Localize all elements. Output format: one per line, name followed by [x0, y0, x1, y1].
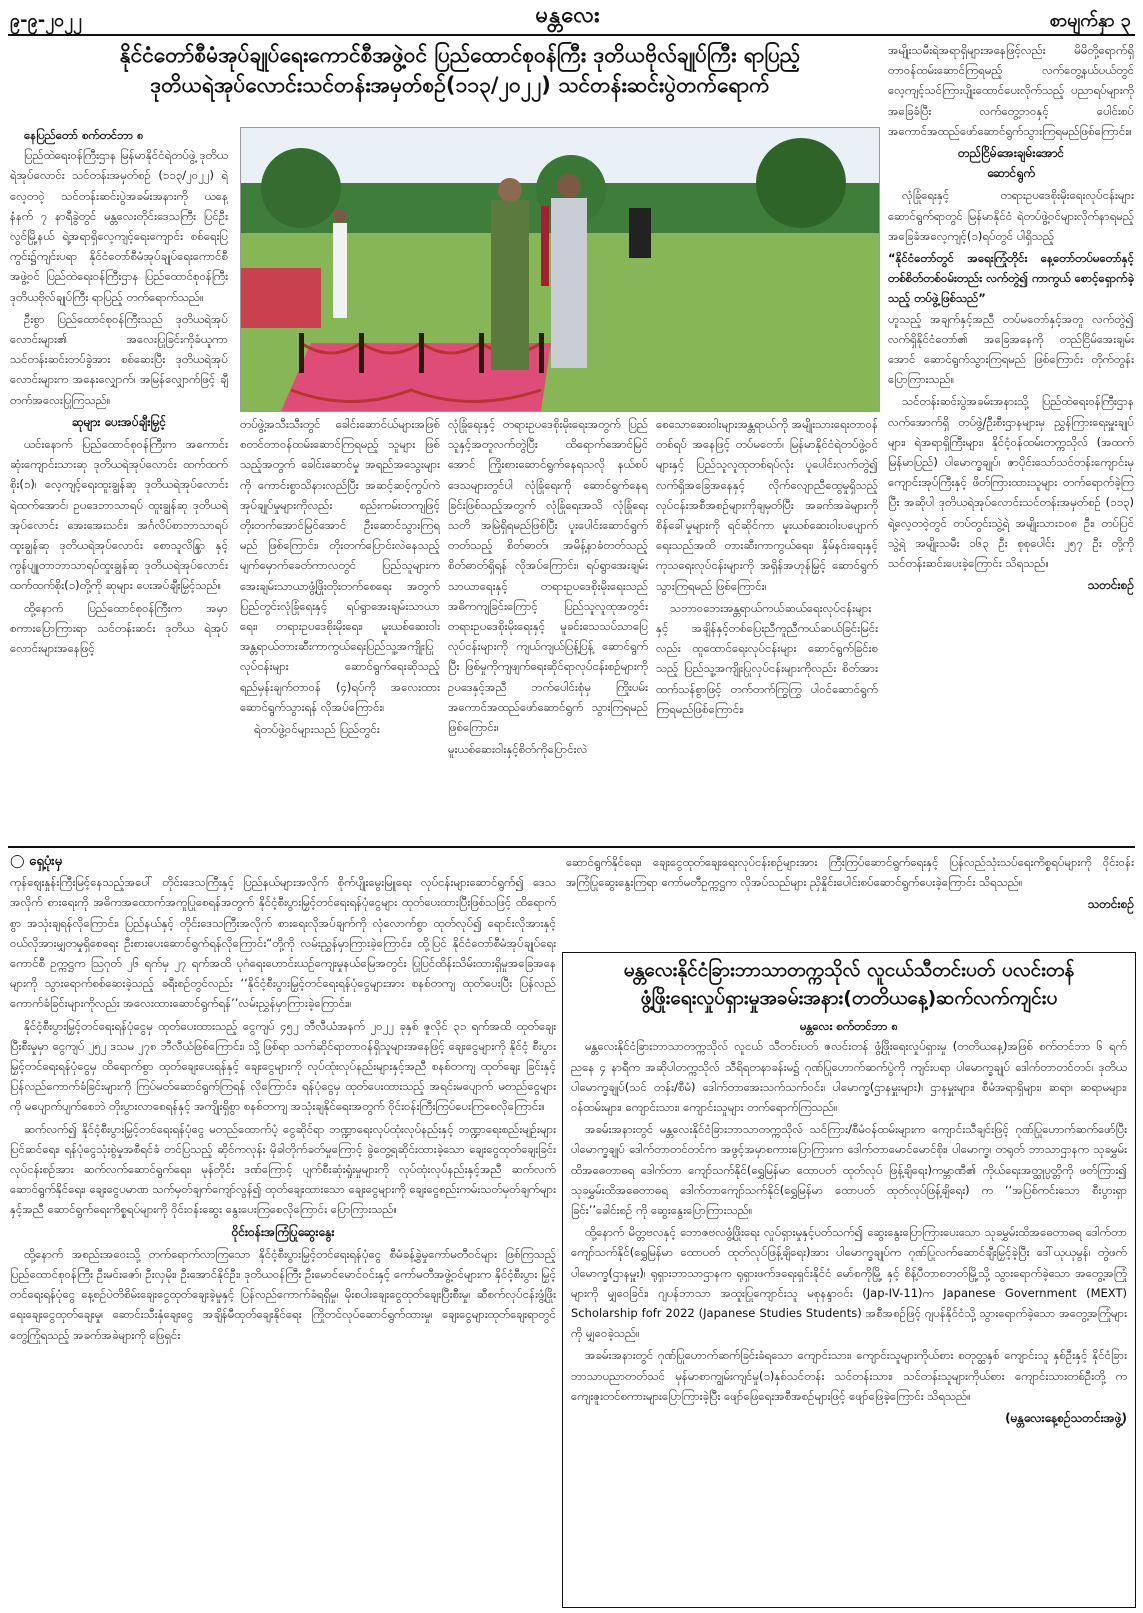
- story1-headline-line2: ဒုတိယရဲအုပ်လောင်းသင်တန်းအမှတ်စဉ်(၁၁၃/၂၀၂၂) သင်တန်းဆင်းပွဲတက်ရောက်: [150, 73, 770, 98]
- story1-paragraph: ဦးစွာ ပြည်ထောင်စုဝန်ကြီးသည် ဒုတိယရဲအုပ်လောင်းများ၏ အလေးပြုခြင်းကိုခံယူကာ သင်တန်းဆင်းတပ်ခွဲအား စစ်ဆေးပြီး ဒုတိယရဲအုပ်လောင်းများက အနေးလျှောက်၊ အမြန်လျှောက်ဖြင့် ချီတက်အလေးပြုကြသည်။: [10, 311, 228, 407]
- story1-middle-column-2: [448, 414, 648, 840]
- ceremony-photo: [240, 127, 880, 412]
- story3-body: [563, 1012, 1135, 1580]
- page-number: စာမျက်နှာ ၃: [1049, 10, 1131, 31]
- story1-credit: သတင်းစဉ်: [1087, 578, 1134, 593]
- section-rule: [8, 846, 1135, 848]
- story1-paragraph: လုံခြုံရေးနှင့် တရားဥပဒေစိုးမိုးရေးလုပ်ငန်းများ ဆောင်ရွက်ရာတွင် မြန်မာနိုင်ငံ ရဲတပ်ဖွဲ့ဝင်များလိုက်နာရမည့် အခြေခံအလေ့ကျင့်(၁)ရပ်တွင် ပါရှိသည့်: [888, 188, 1134, 243]
- story1-headline: [55, 40, 865, 101]
- story1-dateline: နေပြည်တော် စက်တင်ဘာ ၈: [24, 128, 144, 142]
- story2-paragraph: နိုင်ငံ့စီးပွားမြှင့်တင်ရေးရန်ပုံငွေမှ ထုတ်ပေးထားသည့် ငွေကျပ် ၄၅၂ ဘီလီယံအနက် ၂၀၂၂ ခုနှစ် ဇူလိုင် ၃၁ ရက်အထိ ထုတ်ချေး ပြီးစီးမှုမှာ ငွေကျပ် ၂၅၂ ဒသမ ၂၇၈ ဘီလီယံဖြစ်ကြောင်း၊ သို့ ဖြစ်ရာ သက်ဆိုင်ရာတာဝန်ရှိသူများအနေဖြင့် ချေးငွေများကို နိုင်ငံ့ စီးပွားမြှင့်တင်ရေးရန်ပုံငွေမှ ထိရောက်စွာ ထုတ်ချေးပေးရန်နှင့် ချေးငွေများကို လုပ်ထုံးလုပ်နည်းများနှင့်အညီ စနစ်တကျ ထုတ်ချေး ခြင်းနှင့် ပြန်လည်ကောက်ခံခြင်းများကို ကြပ်မတ်ဆောင်ရွက်ကြရန် လိုကြောင်း၊ ရန်ပုံငွေမှ ထုတ်ပေးထားသည့် အရင်းမပျောက် မတည်ငွေများကို မပျောက်ပျက်စေဘဲ တိုးပွားလာစေရန်နှင့် အကျိုးရှိစွာ စနစ်တကျ အသုံးချနိုင်ရေးအတွက် ဝိုင်းဝန်းကြီးကြပ်ပေးကြစေလိုကြောင်း။: [10, 1018, 556, 1114]
- story3-paragraph: အခမ်းအနားတွင် မန္တလေးနိုင်ငံခြားဘာသာတက္ကသိုလ် သင်ကြား/စီမံဝန်ထမ်းများက ကျောင်းသီချင်းဖြင့် ဂုဏ်ပြုဟောက်ဆက်ဖော်ပြီး ပါမောက္ခချုပ် ဒေါက်တာတင်တင်က အဖွင့်အမှာစကားပြောကြားက ဒေါက်တာမောင်မောင်စိုး၊ ပါမောက္ခ၊ တရုတ် ဘာသာဌာနက သုခမွှမ်းထိအဓေတာဓရ ဒေါက်တာ ကျော်သက်နိုင်(ရွှေမြန်မာ ထောပတ် ထုတ်လုပ် ဖြန့်ချိရေး)ကမ္ဘာဏီ၏ ကိုယ်ရေးအတ္ထုပ္ပတ္တိကို ဖတ်ကြား၍ သုခမွှမ်းထိအဓေတာဓရ ဒေါက်တာကျော်သက်နိုင်(ရွှေမြန်မာ ထောပတ် ထုတ်လုပ်ဖြန့်ချိရေး) က ‘‘အပြစ်ကင်းသော စီးပွားရှာခြင်း’’ခေါင်းစဉ် ကို ဆွေးနွေးပြောကြားသည်။: [571, 1122, 1127, 1217]
- story1-right-column: [888, 40, 1134, 840]
- story3-paragraph: အခမ်းအနားတွင် ဂုဏ်ပြုဟောက်ဆက်ခြင်းခံရသော ကျောင်းသား၊ ကျောင်းသူများကိုယ်စား စတုတ္ထနှစ် ကျောင်းသူ နှစ်ဦးနှင့် နိုင်ငံခြားဘာသာပညာတတ်သင် မှန်မာစာကျွမ်းကျင်မှု(၁)နှစ်သင်တန်း သင်တန်းသား၊ သင်တန်းသူများကိုယ်စား ကျောင်းသားတစ်ဦးတို့ က ကျေးဇူးတင်စကားများပြောကြားခဲ့ပြီး ဖျော်ဖြေရေးအစီအစဉ်များဖြင့် ဖျော်ဖြေခဲ့ကြောင်း သိရသည်။: [571, 1348, 1127, 1403]
- story1-middle-column-3: [656, 414, 878, 840]
- header-rule: [8, 34, 1135, 36]
- story3-headline-line1: မန္တလေးနိုင်ငံခြားဘာသာတက္ကသိုလ် လူငယ်သီတင်းပတ် ပလင်းတန်: [623, 959, 1075, 981]
- story2-subheading-discuss: ဝိုင်းဝန်းအကြံပြုဆွေးနွေး: [231, 1224, 335, 1239]
- story1-paragraph: သဘာဝဘေးအန္တရာယ်ကယ်ဆယ်ရေးလုပ်ငန်းများနှင့် အချိန်နှင့်တစ်ပြေးညီကူညီကယ်ဆယ်ခြင်းမြင်းလည်း ထူထောင်ရေးလုပ်ငန်းများ ဆောင်ရွက်ခြင်းစသည့် ပြည်သူ့အကျိုးပြုလုပ်ငန်းများကိုလည်း စိတ်အားထက်သန်စွာဖြင့် တက်တက်ကြွကြွ ပါဝင်ဆောင်ရွက်ကြရမည်ဖြစ်ကြောင်း၊: [656, 600, 878, 716]
- story1-middle-column-1: [240, 414, 440, 840]
- story1-paragraph: တပ်ဖွဲ့အသီးသီးတွင် ခေါင်းဆောင်ယ်များအဖြစ် စတင်တာဝန်ထမ်းဆောင်ကြရမည့် သူများ ဖြစ်သည့်အတွက် ခေါင်းဆောင်မှု အရည်အသွေးများကို ကောင်းစွာသိနားလည်ပြီး အဆင့်ဆင့်ကွပ်ကဲအုပ်ချုပ်မှုများကိုလည်း စည်းကမ်းတကျဖြင့် တိုးတက်အောင်မြင်အောင် ဦးဆောင်သွားကြရမည် ဖြစ်ကြောင်း၊ တိုးတက်ပြောင်းလဲနေသည့် မျက်မှောက်ခေတ်ကာလတွင် ပြည်သူများက အေးချမ်းသာယာဖွံ့ဖြိုးတိုးတက်စေရေး အတွက် ပြည်တွင်းလုံခြုံရေးနှင့် ရပ်ရွာအေးချမ်းသာယာရေး၊ တရားဥပဒေစိုးမိုးရေး၊ မူးယစ်ဆေးဝါးအန္တရာယ်တားဆီးကာကွယ်ရေးပြည်သူ့အကျိုးပြုလုပ်ငန်းများ ဆောင်ရွက်ရေးဆိုသည့် ရည်မှန်းချက်တာဝန် (၄)ရပ်ကို အလေးထား ဆောင်ရွက်သွားရန် လိုအပ်ကြောင်း၊: [240, 417, 440, 714]
- story2-credit: သတင်းစဉ်: [1087, 897, 1134, 912]
- story2-paragraph: ထို့နောက် အစည်းအဝေးသို့ တက်ရောက်လာကြသော နိုင်ငံ့စီးပွားမြှင့်တင်ရေးရန်ပုံငွေ စီမံခန့်ခွဲမှုကော်မတီဝင်များ ဖြစ်ကြသည့် ပြည်ထောင်စုဝန်ကြီး ဦးမင်းဇော်၊ ဦးလှမိုး၊ ဦးအောင်နိုင်ဦး၊ ဒုတိယဝန်ကြီး ဦးမောင်မောင်ဝင်းနှင့် ကော်မတီအဖွဲ့ဝင်များက နိုင်ငံ့စီးပွား မြှင့်တင်ရေးရန်ပုံငွေ နေ့စဉ်ပဲတိစိမ်းချေးငွေထုတ်ချေးခဲ့မှုနှင့် ပြန်လည်ကောက်ခံရရှိမှု၊ မိုးစပါးချေးငွေထုတ်ချေးပြီးစီးမှု၊ ဆီစက်လုပ်ငန်းဖွံ့ဖြိုးရေးချေးငွေထုတ်ချေးမှု၊ ဆောင်းသီးနှံချေးငွေ အချိန်မီထုတ်ချေးနိုင်ရေး ကြိုတင်လုပ်ဆောင်ရွက်ထားမှု၊ ချေးငွေများထုတ်ချေးရာတွင် တွေ့ကြုံရသည့် အခက်အခဲများကို ဖြေရှင်း: [10, 1246, 556, 1342]
- story3-dateline: မန္တလေး စက်တင်ဘာ ၈: [799, 1019, 899, 1034]
- story2-paragraph: ဆက်လက်၍ နိုင်ငံ့စီးပွားမြှင့်တင်ရေးရန်ပုံငွေ မတည်ထောက်ပံ့ ငွေဆိုင်ရာ ဘဏ္ဍာရေးလုပ်ထုံးလုပ်နည်းနှင့် ဘဏ္ဍာရေးစည်းမျဉ်းများ ပြင်ဆင်ရေး၊ ရန်ပုံငွေသုံးစွဲမှုအစီရင်ခံ တင်ပြသည့် ဆိုင်ကလုန်း မိုခါတိုက်ခတ်မှုကြောင့် ခွဲတွေ့ရဆိုင်းထားခဲ့သော ချေးငွေထုတ်ချေးခြင်းလုပ်ငန်းစဉ်အား ဆက်လက်ဆောင်ရွက်ရေး၊ မုန်တိုင်း ဒဏ်ကြောင့် ပျက်စီးဆုံးရှုံးမှုများကို လုပ်ထုံးလုပ်နည်းနှင့်အညီ ဆက်လက်ဆောင်ရွက်နိုင်ရေး၊ ချေးငွေပမာဏ သက်မှတ်ချက်ကျော်လွန်၍ ထုတ်ချေးထားသော ချေးငွေများကို ချေးငွေစည်းကမ်းသတ်မှတ်ချက်များနှင့်အညီ ဆောင်ရွက်ရေးကိစ္စရပ်များကို ဝိုင်းဝန်းဆွေး နွေးပေးကြစေလိုကြောင်း ပြောကြားသည်။: [10, 1121, 556, 1217]
- masthead-logo: မန္တလေး: [535, 3, 601, 28]
- story1-quote: “နိုင်ငံတော်တွင် အရေးကြုံတိုင်း နေ့တော်တပ်မတော်နှင့် တစ်စိတ်တစ်ဝမ်းတည်း လက်တွဲ၍ ကာကွယ် စောင့်ရှောက်ခဲ့သည့် တပ်ဖွဲ့ဖြစ်သည်”: [888, 251, 1134, 306]
- continued-arrow-icon: ◯: [10, 854, 25, 869]
- story1-subheading-awards: ဆုများ ပေးအပ်ချီးမြှင့်: [71, 414, 166, 429]
- story1-paragraph: မူးယစ်ဆေးဝါးနှင့်စိတ်ကိုပြောင်းလဲ: [448, 742, 588, 757]
- story3-paragraph: မန္တလေးနိုင်ငံခြားဘာသာတက္ကသိုလ် လူငယ် သီတင်းပတ် ဇလင်းတန် ဖွံ့ဖြိုးရေးလှုပ်ရှားမှု (တတိယနေ့)အဖြစ် စက်တင်ဘာ ၆ ရက် ညနေ ၄ နာရီက အဆိုပါတက္ကသိုလ် သီရိရတနာခန်းမ၌ ဂုဏ်ပြုဟောက်ဆက်ပွဲကို ကျင်းပရာ ပါမောက္ခချုပ် ဒေါက်တာတင်တင်၊ ဒုတိယပါမောက္ခချုပ်(သင် တန်း/စီမံ) ဒေါက်တာအေးသက်သက်ဝင်း၊ ပါမောက္ခ(ဌာနမှူးများ)၊ ဌာနမှူးများ၊ စီမံအရာရှိများ၊ ဆရာ၊ ဆရာမများ၊ ဝန်ထမ်းများ၊ ကျောင်းသား၊ ကျောင်းသူများ တက်ရောက်ကြသည်။: [571, 1039, 1127, 1114]
- story1-paragraph: ထို့နောက် ပြည်ထောင်စုဝန်ကြီးက အမှာစကားပြောကြားရာ သင်တန်းဆင်း ဒုတိယ ရဲအုပ်လောင်းများအနေဖြင့်: [10, 600, 228, 656]
- story2-right-top: [566, 852, 1134, 944]
- issue-date: ၉-၉-၂၀၂၂: [10, 10, 82, 31]
- story1-paragraph: ယင်းနောက် ပြည်ထောင်စုဝန်ကြီးက အကောင်းဆုံးကျောင်းသားဆု ဒုတိယရဲအုပ်လောင်း ထက်ထက်စိုး(၁)၊ လေ့ကျင့်ရေးထူးချွန်ဆု ဒုတိယရဲအုပ်လောင်း ရဲထက်အောင်၊ ဥပဒေဘာသာရပ် ထူးချွန်ဆု ဒုတိယရဲအုပ်လောင်း အေးအေးသင်း၊ အင်္ဂလိပ်စာဘာသာရပ်ထူးချွန်ဆု ဒုတိယရဲအုပ်လောင်း စောသူလိန္ဒြာ နှင့် ကွန်ပျူတာဘာသာရပ်ထူးချွန်ဆု ဒုတိယရဲအုပ်လောင်း ထက်ထက်စိုး(၁)တို့ကို ဆုများ ပေးအပ်ချီးမြှင့်သည်။: [10, 437, 228, 593]
- story2-continued-label: ◯ ရှေ့ပုံးမှ: [10, 854, 63, 869]
- story1-subheading-stability: တည်ငြိမ်အေးချမ်းအောင် ဆောင်ရွက်: [957, 146, 1065, 181]
- story3-box: [562, 952, 1136, 1608]
- story1-paragraph: ဟူသည့် အချက်နှင့်အညီ တပ်မတော်နှင့်အတူ လက်တွဲ၍ လက်ရှိနိုင်ငံတော်၏ အခြေအနေကို တည်ငြိမ်အေးချမ်းအောင် ဆောင်ရွက်သွားကြရမည် ဖြစ်ကြောင်း တိုက်တွန်းပြောကြားသည်။: [888, 311, 1134, 387]
- story1-paragraph: လုံခြုံရေးနှင့် တရားဥပဒေစိုးမိုးရေးအတွက် ပြည်သူနှင့်အတူလက်တွဲပြီး ထိရောက်အောင်မြင်အောင် ကြိုးစားဆောင်ရွက်နေရသလို နယ်စပ်ဒေသများတွင်ပါ လုံခြုံရေးကို ဆောင်ရွက်နေရ ခြင်းဖြစ်သည့်အတွက် လုံခြုံရေးအသိ လုံခြုံရေးသတိ အမြဲရှိရမည်ဖြစ်ပြီး ပူးပေါင်းဆောင်ရွက်တတ်သည့် စိတ်ဓာတ်၊ အမိန့်နာခံတတ်သည့်စိတ်ဓာတ်ရှိရန် လိုအပ်ကြောင်း၊ ရပ်ရွာအေးချမ်းသာယာရေးနှင့် တရားဥပဒေစိုးမိုးရေးသည် အဓိကကျခြင်းကြောင့် ပြည်သူလူထုအတွင်း တရားဥပဒေစိုးမိုးရေးနှင့် မူခင်းသေသပ်သာပြေ လုပ်ငန်းများကို ကျယ်ကျယ်ပြန့်ပြန့် ဆောင်ရွက်ပြီး ဖြစ်မှုကိုကျဖျက်ရေးဆိုင်ရာလုပ်ငန်းစဉ်များကို ဥပဒေနှင့်အညီ ဘက်ပေါင်းစုံမှ ကြိုးပမ်းအကောင်အထည်ဖော်ဆောင်ရွက် သွားကြရမည်ဖြစ်ကြောင်း၊: [448, 417, 648, 735]
- story1-left-column: [10, 125, 228, 840]
- story3-paragraph: ထို့နောက် မိတ္တဗလနှင့် ဘောဇဗလဖွံ့ဖြိုးရေး လှုပ်ရှားမှုနှင့်ပတ်သက်၍ ဆွေးနွေးပြောကြားပေးသော သုခမွှမ်းထိအဓေတာဓရ ဒေါက်တာကျော်သက်နိုင်(ရွှေမြန်မာ ထောပတ် ထုတ်လုပ်ဖြန့်ချိရေး)အား ပါမောက္ခချုပ်က ဂုဏ်ပြုလက်ဆောင်ချီးမြှင့်ခဲ့ပြီး ဒေါ်ယုယုမွန်၊ တွဲဖက်ပါမောက္ခ(ဌာနမှူး)၊ ရုရှားဘာသာဌာနက ရုရှားဖက်ဒရေးရှင်းနိုင်ငံ မော်စကိုမြို့ နှင့် စိန့်ပီတာစဘတ်မြို့သို့ သွားရောက်ခဲ့သော အတွေ့အကြုံများကို မျှဝေခြင်း၊ ဂျပန်ဘာသာ အထူးပြုကျောင်းသူ မစုနန္ဒာဝင်း (Jap-IV-11)က Japanese Government (MEXT) Scholarship fofr 2022 (Japanese Studies Students) အစီအစဉ်ဖြင့် ဂျပန်နိုင်ငံသို့ သွားရောက်ခဲ့သော အတွေ့အကြုံများကို မျှဝေခဲ့သည်။: [571, 1225, 1127, 1341]
- story2-paragraph: ကုန်ဈေးနှုန်းကြီးမြင့်နေသည့်အပေါ် တိုင်းဒေသကြီးနှင့် ပြည်နယ်များအလိုက် စိုက်ပျိုးမွေးမြူရေး လုပ်ငန်းများဆောင်ရွက်၍ ဒေသအလိုက် စားရေးကို အဓိကအထောက်အကူပြုစေရန်အတွက် နိုင်ငံ့စီးပွားမြှင့်တင်ရေးရန်ပုံငွေများ ထုတ်ပေးထားပြီးဖြစ်သဖြင့် ထိရောက်စွာ အသုံးချရန်လိုကြောင်း၊ ပြည်နယ်နှင့် တိုင်းဒေသကြီးအလိုက် စားရေးလိုအပ်ချက်ကို လုံလောက်စွာ ထုတ်လုပ်၍ ရောင်းလိုအားနှင့် ဝယ်လိုအားမျှတမှုရှိစေရေး ဦးစားပေးဆောင်ရွက်ရန်လိုကြောင်း“တို့ကို လမ်းညွှန်မှာကြားခဲ့ကြောင်း၊ ထို့ပြင် နိုင်ငံတော်စီမံအုပ်ချုပ်ရေးကောင်စီ ဥက္ကဋ္ဌက ဩဂုတ် ၂၆ ရက်မှ ၂၇ ရက်အထိ ပုဂံရေးဟောင်းယဉ်ကျေးမှုနယ်မြေအတွင်း ပြုပြင်ထိန်းသိမ်းထားရှိမှုအခြေအနေများကို သွားရောက်စစ်ဆေးခဲ့သည့် ခရီးစဉ်တွင်လည်း ‘‘နိုင်ငံ့စီးပွားမြှင့်တင်ရေးရန်ပုံငွေများအား စနစ်တကျ ထုတ်ပေးပြီး ပြန်လည်ကောက်ခံခြင်းများကိုလည်း အလေးထားဆောင်ရွက်ရန်’’လမ်းညွှန်မှာကြားခဲ့ကြောင်း။: [10, 875, 556, 1011]
- ceremony-photo-illustration: [241, 128, 879, 411]
- story1-paragraph: သင်တန်းဆင်းပွဲအခမ်းအနားသို့ ပြည်ထဲရေးဝန်ကြီးဌာနလက်အောက်ရှိ တပ်ဖွဲ့/ဦးစီးဌာနများမှ ညွှန်ကြားရေးမှူးချုပ်များ၊ ရဲအရာရှိကြီးများ၊ နိုင်ငံ့ဝန်ထမ်းတက္ကသိုလ် (အထက်မြန်မာပြည်) ပါမောက္ခချုပ်၊ ဇာပိုင်းသော်သင်တန်းကျောင်းမှ ကျောင်းအုပ်ကြီးနှင့် ဖိတ်ကြားထားသူများ တက်ရောက်ခဲ့ကြပြီး အဆိုပါ ဒုတိယရဲအုပ်လောင်းသင်တန်းအမှတ်စဉ် (၁၁၃) ရဲ့လေ့တဝဲ့တွင် တပ်တွင်းသွဲ့ရဲ အမျိုးသား၁၀၈ ဦး၊ တပ်ပြင်သွဲ့ရဲ အမျိုးသမီး ၁၆၃ ဦး စုစုပေါင်း ၂၅၇ ဦး တို့ကို သင်တန်းဆင်းပေးခဲ့ကြောင်း သိရသည်။: [888, 394, 1134, 571]
- story2-body: [10, 852, 556, 1608]
- story1-paragraph: အမျိုးသမီးရဲအရာရှိများအနေဖြင့်လည်း မိမိတို့ရောက်ရှိတာဝန်ထမ်းဆောင်ကြရမည့် လက်တွေ့နယ်ပယ်တွင် လေ့ကျင့်သင်ကြားပျိုးထောင်ပေးလိုက်သည့် ပညာရပ်များကိုအခြေခံပြီး လက်တွေ့ဘဝနှင့် ပေါင်းစပ်အကောင်အထည်ဖော်ဆောင်ရွက်သွားကြရမည်ဖြစ်ကြောင်း။: [888, 43, 1134, 138]
- story1-paragraph: ပြည်ထဲရေးဝန်ကြီးဌာန မြန်မာနိုင်ငံရဲတပ်ဖွဲ့ ဒုတိယရဲအုပ်လောင်း သင်တန်းအမှတ်စဉ် (၁၁၃/၂၀၂၂) ရဲ့လေ့တဝဲ့ သင်တန်းဆင်းပွဲအခမ်းအနားကို ယနေ့ နံနက် ၇ နာရီခွဲတွင် မန္တလေးတိုင်းဒေသကြီး ပြင်ဦးလွင်မြို့နယ် ရဲ့အရာရှိလေ့ကျင့်ရေးကျောင်း စစ်ရေးပြကွင်း၌ကျင်းပရာ နိုင်ငံတော်စီမံအုပ်ချုပ်ရေးကောင်စီအဖွဲ့ဝင် ပြည်ထဲရေးဝန်ကြီးဌာန ပြည်ထောင်စုဝန်ကြီး ဒုတိယဗိုလ်ချုပ်ကြီး ရာပြည့် တက်ရောက်သည်။: [10, 148, 228, 304]
- story3-credit: (မန္တလေးနေ့စဉ်သတင်းအဖွဲ့): [1005, 1410, 1127, 1425]
- story3-headline: [563, 953, 1135, 1012]
- story1-headline-line1: နိုင်ငံတော်စီမံအုပ်ချုပ်ရေးကောင်စီအဖွဲ့ဝင် ပြည်ထောင်စုဝန်ကြီး ဒုတိယဗိုလ်ချုပ်ကြီး ရာပြည့်: [119, 43, 801, 67]
- story3-headline-line2: ဖွံ့ဖြိုးရေးလှုပ်ရှားမှုအခမ်းအနား(တတိယနေ့)ဆက်လက်ကျင်းပ: [640, 986, 1058, 1009]
- story2-paragraph: ဆောင်ရွက်နိုင်ရေး၊ ချေးငွေထုတ်ချေးရေးလုပ်ငန်းစဉ်များအား ကြီးကြပ်ဆောင်ရွက်ရေးနှင့် ပြန်လည်သုံးသပ်ရေးကိစ္စရပ်များကို ဝိုင်းဝန်းအကြံပြုဆွေးနွေးကြရာ ကော်မတီဥက္ကဋ္ဌက လိုအပ်သည်များ ညှိနှိုင်းပေါင်းစပ်ဆောင်ရွက်ပေးခဲ့ကြောင်း သိရသည်။: [566, 855, 1134, 890]
- story1-paragraph: ရဲတပ်ဖွဲ့ဝင်များသည် ပြည်တွင်း: [254, 722, 380, 737]
- story1-paragraph: စေသောဆေးဝါးများအန္တရာယ်ကို အမျိုးသားရေးတာဝန်တစ်ရပ် အနေဖြင့် တပ်မတော်၊ မြန်မာနိုင်ငံရဲတပ်ဖွဲ့ဝင်များနှင့် ပြည်သူလူထုတစ်ရပ်လုံး ပူပေါင်းလက်တွဲ၍ လက်ရှိအခြေအနေနှင့် လိုက်လျောညီထွေမှုရှိသည့် လုပ်ငန်းအစီအစဉ်များကိုချမှတ်ပြီး အခက်အခဲများကို စိန်ခေါ်မှုများကို ရင်ဆိုင်ကာ မူးယစ်ဆေးဝါးပပျောက်ရေးသည်အထိ တားဆီးကာကွယ်ရေး၊ နှိမ်နင်းရေးနှင့် ကုသရေးလုပ်ငန်းများကို အရှိန်အဟုန်မြှင့် ဆောင်ရွက်သွားကြရမည် ဖြစ်ကြောင်း၊: [656, 417, 878, 593]
